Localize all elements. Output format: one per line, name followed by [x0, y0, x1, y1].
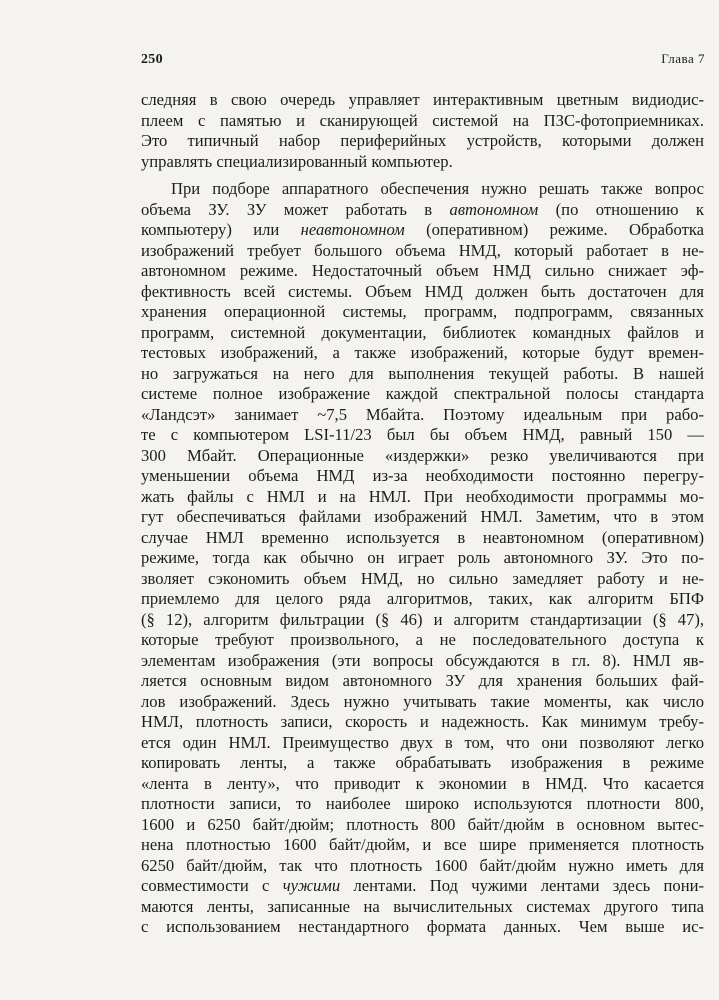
- text-run: 1600 и 6250 байт/дюйм; плотность 800 байт/дюйм в основном вытес-: [141, 814, 704, 834]
- text-run: уменьшении объема НМД из-за необходимости постоянно перегру-: [141, 466, 704, 485]
- text-run: тестовых изображений, а также изображений, которые будут времен-: [141, 343, 704, 362]
- text-line: [141, 569, 704, 590]
- italic-text: чужими: [282, 876, 341, 895]
- text-line: [141, 220, 704, 241]
- text-run: совместимости с: [141, 876, 283, 895]
- paragraph-spacer: [141, 172, 704, 179]
- text-run: Это типичный набор периферийных устройств, которыми должен: [141, 131, 704, 150]
- text-run: режиме, тогда как обычно он играет роль автономного ЗУ. Это по-: [141, 548, 704, 567]
- text-run: случае НМЛ временно используется в неавтономном (оперативном): [141, 527, 704, 547]
- text-line: [141, 671, 704, 692]
- text-run: «лента в ленту», что приводит к экономии в НМД. Что касается: [141, 773, 704, 793]
- text-run: элементам изображения (эти вопросы обсуждаются в гл. 8). НМЛ яв-: [141, 650, 704, 670]
- text-line: [141, 774, 704, 795]
- page-number: 250: [141, 52, 163, 67]
- text-run: жать файлы с НМЛ и на НМЛ. При необходимости программы мо-: [141, 486, 704, 506]
- text-line: [141, 630, 704, 651]
- text-line: [141, 712, 704, 733]
- text-run: копировать ленты, а также обрабатывать изображения в режиме: [141, 753, 704, 772]
- text-line: [141, 405, 704, 426]
- italic-text: неавтономном: [300, 220, 405, 239]
- text-run: гут обеспечиваться файлами изображений НМЛ. Заметим, что в этом: [141, 507, 704, 526]
- text-line: [141, 548, 704, 569]
- text-run: автономном режиме. Недостаточный объем НМД сильно снижает эф-: [141, 261, 704, 280]
- text-run: нена плотностью 1600 байт/дюйм, и все шире применяется плотность: [141, 835, 704, 854]
- text-line: [141, 507, 704, 528]
- text-run: ется один НМЛ. Преимущество двух в том, что они позволяют легко: [141, 732, 704, 752]
- text-run: При подборе аппаратного обеспечения нужно решать также вопрос: [171, 179, 704, 198]
- text-line: [141, 282, 704, 303]
- text-run: «Ландсэт» занимает ~7,5 Мбайта. Поэтому идеальным при рабо-: [141, 404, 704, 424]
- text-line: [141, 692, 704, 713]
- text-line: [141, 323, 704, 344]
- chapter-title: Глава 7: [661, 51, 705, 66]
- text-line: [141, 384, 704, 405]
- text-run: программ, системной документации, библиотек командных файлов и: [141, 322, 704, 342]
- italic-text: автономном: [449, 199, 539, 219]
- text-run: фективность всей системы. Объем НМД должен быть достаточен для: [141, 281, 704, 301]
- text-line: [141, 794, 704, 815]
- text-line: [141, 302, 704, 323]
- text-line: [141, 111, 704, 132]
- text-run: (по отношению к: [538, 199, 704, 219]
- text-line: [141, 179, 704, 200]
- paragraph: [141, 179, 704, 938]
- text-line: [141, 241, 704, 262]
- text-run: следняя в свою очередь управляет интерактивным цветным видиодис-: [141, 90, 704, 109]
- text-run: маются ленты, записанные на вычислительных системах другого типа: [141, 896, 704, 916]
- text-line: [141, 815, 704, 836]
- text-run: НМЛ, плотность записи, скорость и надежность. Как минимум требу-: [141, 712, 704, 731]
- text-line: [141, 856, 704, 877]
- text-line: [141, 528, 704, 549]
- text-run: но загружаться на него для выполнения текущей работы. В нашей: [141, 363, 704, 383]
- text-line: [141, 261, 704, 282]
- text-run: зволяет сэкономить объем НМД, но сильно замедляет работу и не-: [141, 568, 704, 588]
- text-line: [141, 90, 704, 111]
- running-header: [141, 51, 705, 71]
- text-run: 300 Мбайт. Операционные «издержки» резко увеличиваются при: [141, 445, 704, 465]
- text-line: [141, 733, 704, 754]
- text-line: [141, 610, 704, 631]
- text-run: лов изображений. Здесь нужно учитывать такие моменты, как число: [141, 691, 704, 711]
- text-run: управлять специализированный компьютер.: [141, 151, 453, 171]
- text-line: [141, 835, 704, 856]
- text-line: [141, 753, 704, 774]
- text-line: [141, 897, 704, 918]
- text-line: [141, 446, 704, 467]
- text-run: плотности записи, то наиболее широко используются плотности 800,: [141, 794, 704, 813]
- text-line: [141, 651, 704, 672]
- body-text: [141, 90, 704, 938]
- text-line: [141, 152, 704, 173]
- text-run: которые требуют произвольного, а не последовательного доступа к: [141, 630, 704, 649]
- text-run: 6250 байт/дюйм, так что плотность 1600 байт/дюйм нужно иметь для: [141, 855, 704, 875]
- text-line: [141, 917, 704, 938]
- text-line: [141, 425, 704, 446]
- text-run: хранения операционной системы, программ, подпрограмм, связанных: [141, 302, 704, 321]
- text-line: [141, 364, 704, 385]
- text-line: [141, 466, 704, 487]
- text-line: [141, 200, 704, 221]
- text-run: приемлемо для целого ряда алгоритмов, таких, как алгоритм БПФ: [141, 589, 704, 608]
- text-line: [141, 343, 704, 364]
- text-run: (§ 12), алгоритм фильтрации (§ 46) и алгоритм стандартизации (§ 47),: [141, 609, 704, 629]
- text-run: те с компьютером LSI-11/23 был бы объем НМД, равный 150 —: [141, 425, 704, 444]
- text-line: [141, 131, 704, 152]
- text-run: компьютеру) или: [141, 220, 301, 239]
- text-run: лентами. Под чужими лентами здесь пони-: [340, 876, 704, 895]
- text-run: плеем с памятью и сканирующей системой на ПЗС-фотоприемниках.: [141, 110, 704, 130]
- text-run: объема ЗУ. ЗУ может работать в: [141, 199, 450, 219]
- text-line: [141, 876, 704, 897]
- text-run: с использованием нестандартного формата данных. Чем выше ис-: [141, 917, 704, 936]
- text-run: системе полное изображение каждой спектральной полосы стандарта: [141, 384, 704, 403]
- text-run: (оперативном) режиме. Обработка: [404, 220, 704, 239]
- text-run: ляется основным видом автономного ЗУ для хранения больших фай-: [141, 671, 704, 690]
- text-run: изображений требует большого объема НМД, который работает в не-: [141, 240, 704, 260]
- text-line: [141, 589, 704, 610]
- text-line: [141, 487, 704, 508]
- paragraph: [141, 90, 704, 172]
